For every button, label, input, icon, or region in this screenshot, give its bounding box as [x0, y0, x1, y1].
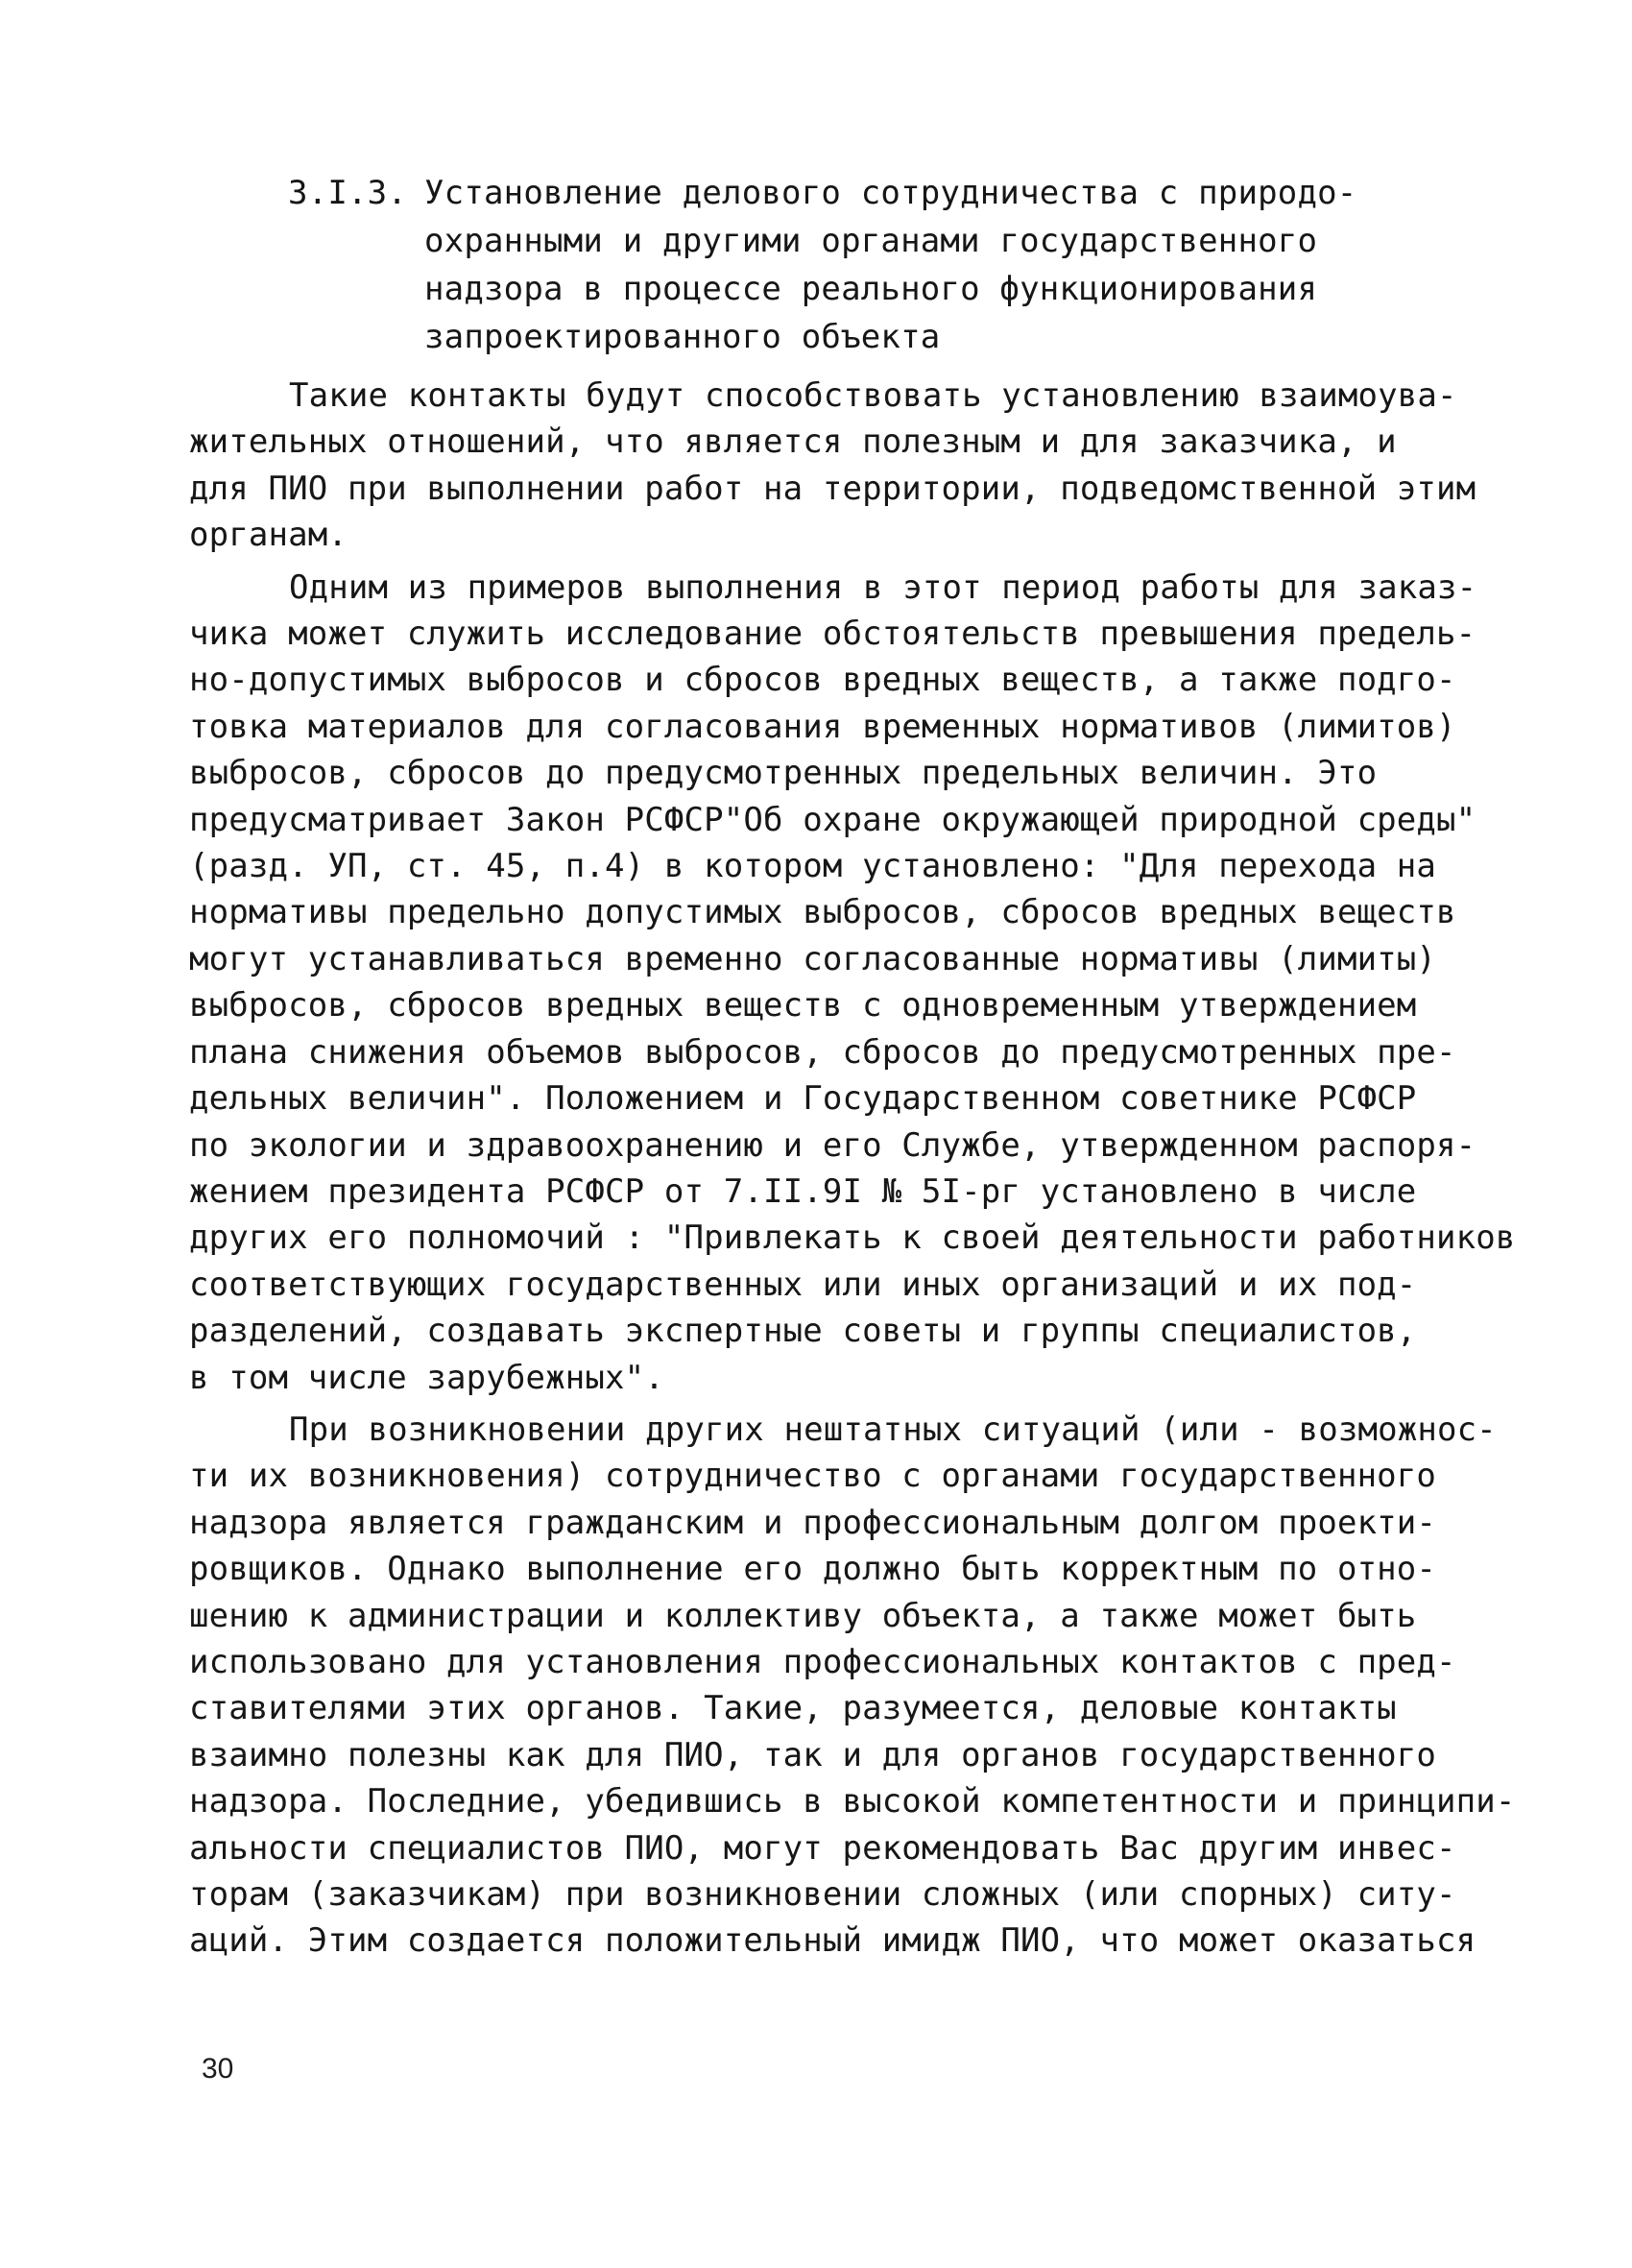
text-line: выбросов, сбросов вредных веществ с одновременным утверждением: [189, 986, 1417, 1025]
text-line: При возникновении других нештатных ситуаций (или - возможнос-: [289, 1410, 1497, 1449]
text-line: использовано для установления профессиональных контактов с пред-: [189, 1642, 1456, 1681]
section-title-line: надзора в процессе реального функционирования: [424, 270, 1318, 308]
section-title-line: охранными и другими органами государственного: [424, 222, 1318, 260]
text-line: жением президента РСФСР от 7.II.9I № 5I-рг установлено в числе: [189, 1171, 1417, 1211]
text-line: надзора. Последние, убедившись в высокой компетентности и принципи-: [189, 1782, 1516, 1822]
text-line: могут устанавливаться временно согласованные нормативы (лимиты): [189, 939, 1437, 978]
text-line: для ПИО при выполнении работ на территории, подведомственной этим: [189, 469, 1476, 508]
section-title-line: Установление делового сотрудничества с природо-: [424, 174, 1357, 212]
text-line: взаимно полезны как для ПИО, так и для органов государственного: [189, 1735, 1437, 1774]
section-heading: [288, 169, 1421, 361]
text-line: аций. Этим создается положительный имидж ПИО, что может оказаться: [189, 1921, 1476, 1961]
text-line: нормативы предельно допустимых выбросов, сбросов вредных веществ: [189, 893, 1456, 932]
text-line: разделений, создавать экспертные советы и группы специалистов,: [189, 1312, 1417, 1351]
text-line: торам (заказчикам) при возникновении сложных (или спорных) ситу-: [189, 1875, 1456, 1914]
text-line: товка материалов для согласования временных нормативов (лимитов): [189, 707, 1456, 746]
text-line: ти их возникновения) сотрудничество с органами государственного: [189, 1457, 1437, 1496]
text-line: органам.: [189, 516, 348, 555]
text-line: чика может служить исследование обстоятельств превышения предель-: [189, 615, 1476, 654]
page-number: 30: [202, 2053, 234, 2085]
text-line: соответствующих государственных или иных организаций и их под-: [189, 1265, 1417, 1304]
text-line: по экологии и здравоохранению и его Службе, утвержденном распоря-: [189, 1125, 1476, 1165]
text-line: альности специалистов ПИО, могут рекомендовать Вас другим инвес-: [189, 1828, 1456, 1868]
text-line: предусматривает Закон РСФСР"Об охране окружающей природной среды": [189, 800, 1476, 839]
text-line: выбросов, сбросов до предусмотренных предельных величин. Это: [189, 754, 1378, 793]
text-line: (разд. УП, ст. 45, п.4) в котором установлено: "Для перехода на: [189, 847, 1437, 886]
text-line: жительных отношений, что является полезным и для заказчика, и: [189, 422, 1397, 462]
body-text: [189, 373, 1516, 1970]
section-number: 3.I.3.: [288, 174, 408, 212]
section-title: [424, 169, 1421, 361]
paragraph-cooperation: [189, 1407, 1516, 1965]
text-line: плана снижения объемов выбросов, сбросов до предусмотренных пре-: [189, 1032, 1456, 1072]
text-line: но-допустимых выбросов и сбросов вредных веществ, а также подго-: [189, 661, 1456, 700]
paragraph-contacts: [189, 373, 1476, 559]
text-line: надзора является гражданским и профессиональным долгом проекти-: [189, 1503, 1437, 1542]
section-title-line: запроектированного объекта: [424, 318, 941, 356]
text-line: других его полномочий : "Привлекать к своей деятельности работников: [189, 1218, 1516, 1258]
text-line: в том числе зарубежных".: [189, 1358, 664, 1397]
text-line: ставителями этих органов. Такие, разумеется, деловые контакты: [189, 1689, 1397, 1728]
text-line: шению к администрации и коллективу объекта, а также может быть: [189, 1596, 1417, 1635]
paragraph-examples: [189, 565, 1516, 1401]
text-line: Одним из примеров выполнения в этот период работы для заказ-: [289, 567, 1477, 607]
text-line: дельных величин". Положением и Государственном советнике РСФСР: [189, 1079, 1417, 1119]
text-line: Такие контакты будут способствовать установлению взаимоува-: [289, 376, 1457, 415]
text-line: ровщиков. Однако выполнение его должно быть корректным по отно-: [189, 1550, 1437, 1589]
